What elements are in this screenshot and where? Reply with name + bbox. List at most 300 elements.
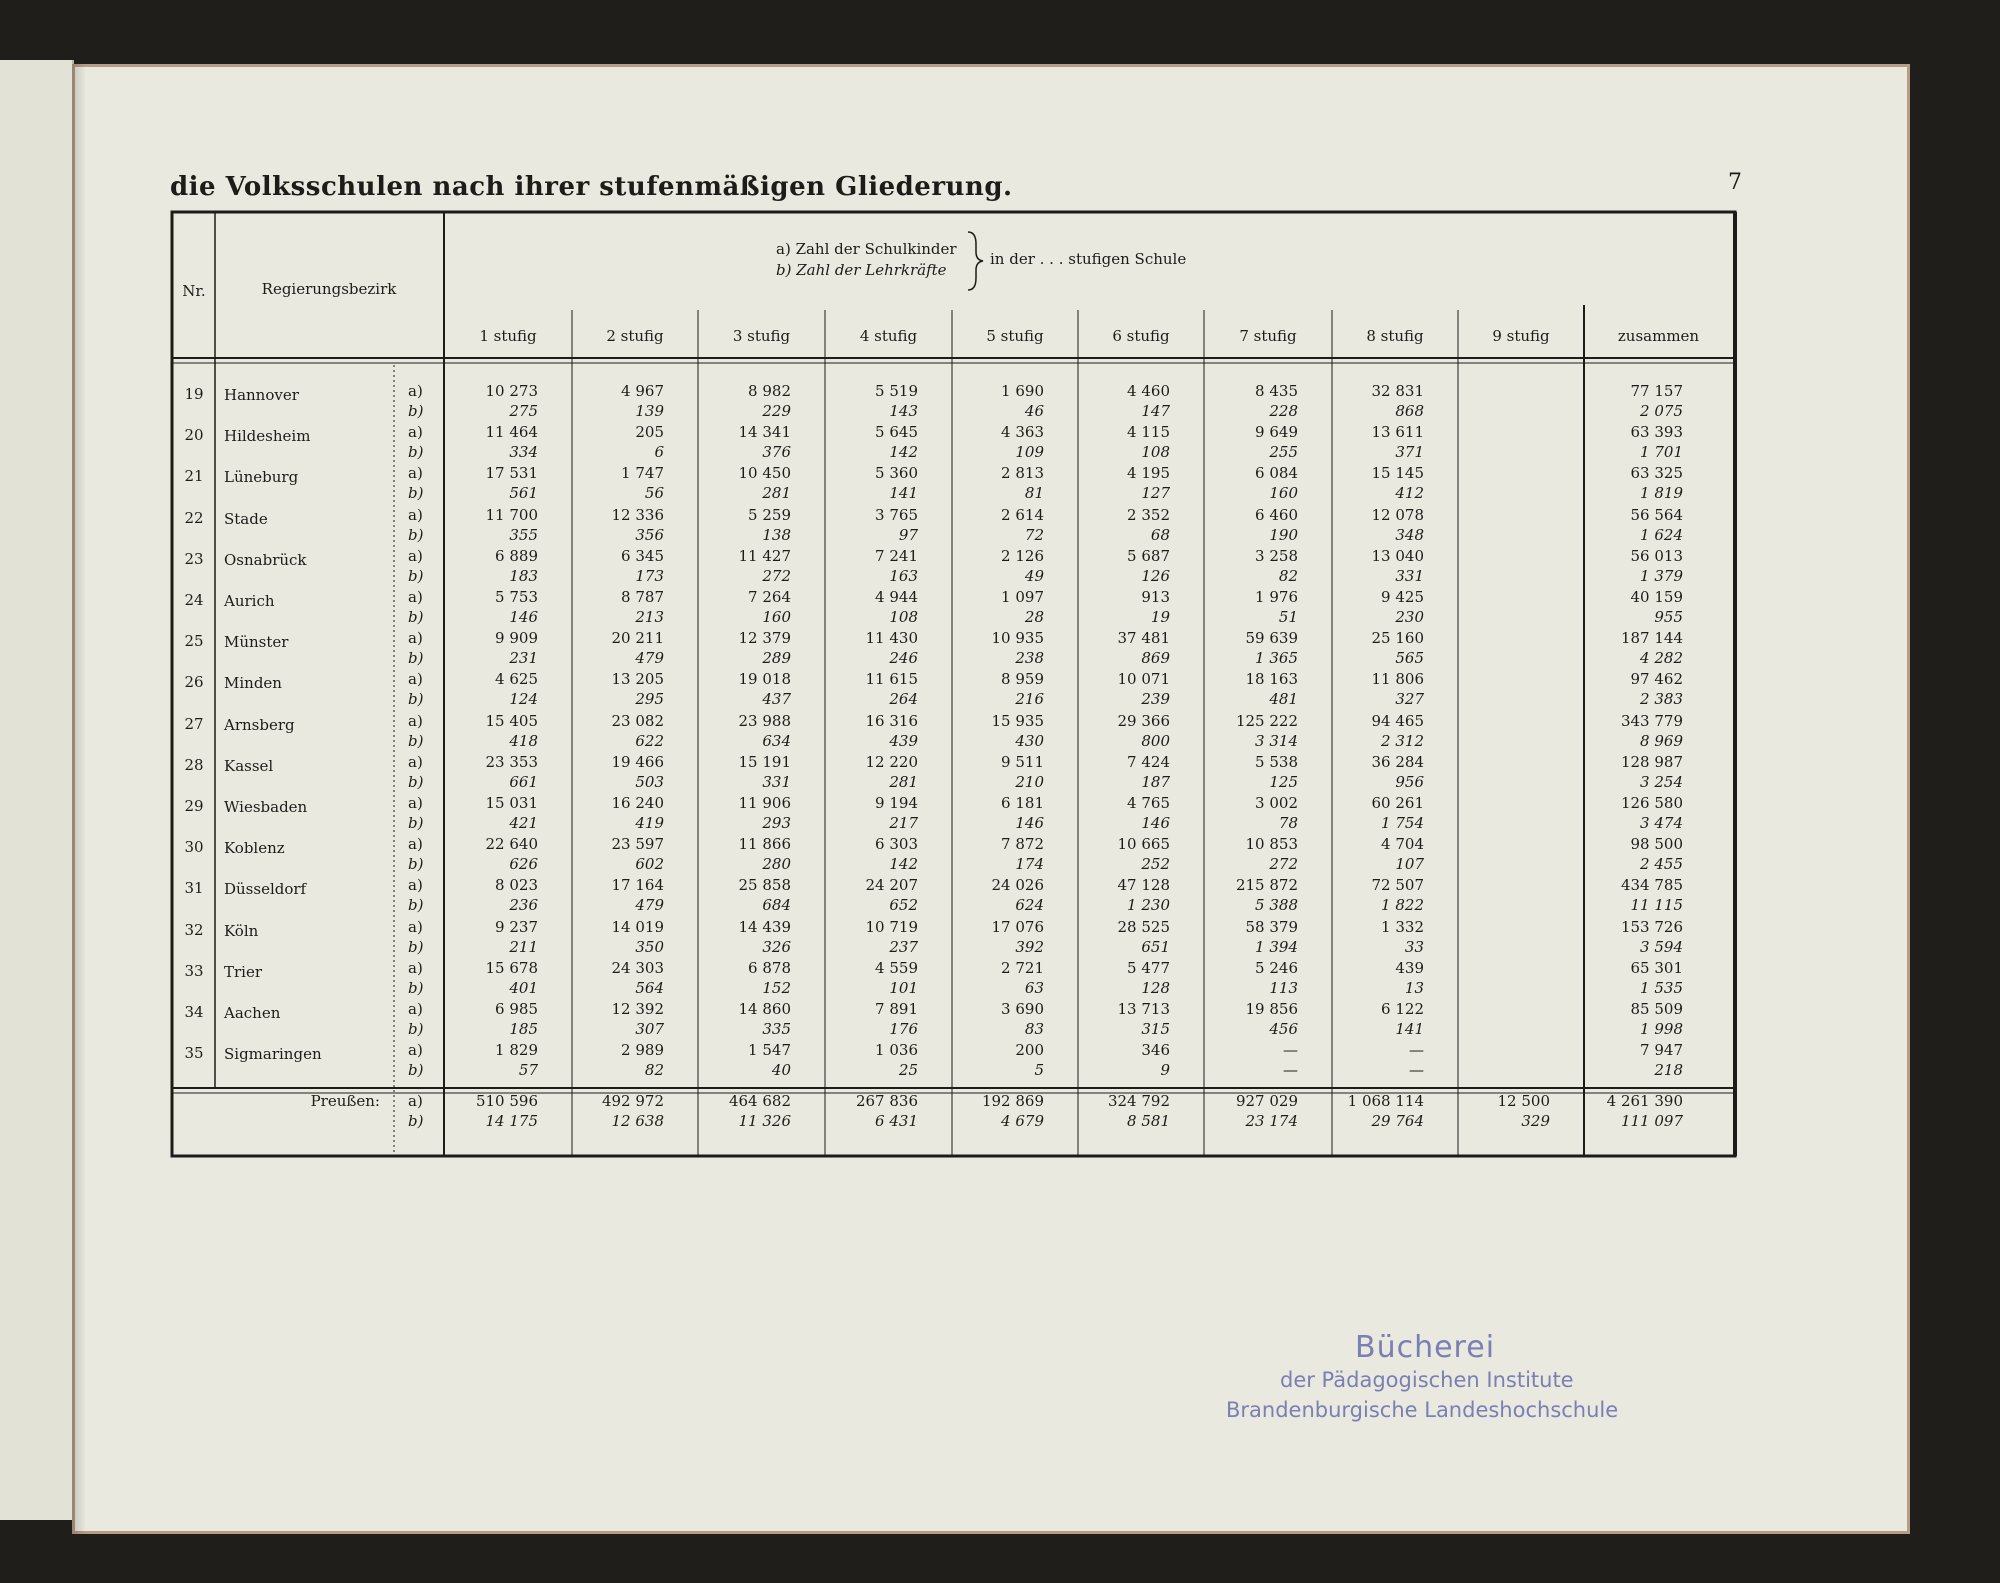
row-label-a: a)	[408, 794, 423, 812]
cell-teachers: 1 379	[1640, 566, 1683, 585]
cell-teachers: 355	[509, 525, 538, 544]
district-name: Sigmaringen	[224, 1045, 322, 1064]
cell-teachers: 252	[1141, 855, 1170, 874]
row-label-a: a)	[408, 1041, 423, 1060]
cell-pupils: 6 345	[621, 546, 664, 565]
cell-teachers: 293	[762, 814, 791, 832]
cell-pupils: 125 222	[1235, 711, 1298, 730]
cell-pupils: 23 353	[485, 752, 538, 771]
cell-pupils: 28 525	[1117, 917, 1170, 936]
cell-teachers: 356	[635, 525, 664, 544]
cell-pupils: 4 765	[1127, 794, 1170, 812]
cell-teachers: 176	[889, 1020, 918, 1038]
row-label-a: a)	[408, 876, 423, 895]
cell-teachers: 956	[1395, 772, 1424, 791]
header-legend-suffix: in der . . . stufigen Schule	[990, 250, 1187, 268]
cell-teachers: 237	[889, 937, 918, 956]
cell-pupils: 11 806	[1371, 670, 1424, 689]
cell-pupils: 36 284	[1371, 752, 1424, 771]
cell-teachers: 160	[1269, 484, 1298, 503]
cell-pupils: 5 259	[748, 505, 791, 524]
district-name: Düsseldorf	[224, 880, 307, 899]
row-label-b: b)	[408, 484, 424, 503]
cell-pupils: 10 450	[738, 464, 791, 483]
cell-pupils: 56 013	[1630, 546, 1683, 565]
total-teachers: 14 175	[485, 1112, 538, 1130]
cell-teachers: 228	[1269, 402, 1298, 420]
cell-teachers: 281	[762, 484, 791, 503]
cell-pupils: 25 858	[738, 876, 791, 895]
cell-pupils: 913	[1141, 588, 1170, 606]
row-label-b: b)	[408, 731, 424, 750]
page-title: die Volksschulen nach ihrer stufenmäßigen Gliederung.	[170, 172, 1013, 202]
row-label-a: a)	[408, 711, 423, 730]
cell-pupils: 1 747	[621, 464, 664, 483]
cell-teachers: 216	[1015, 690, 1044, 709]
cell-teachers: 46	[1024, 402, 1044, 420]
cell-pupils: 6 084	[1255, 464, 1298, 483]
cell-pupils: 63 393	[1630, 423, 1683, 442]
total-pupils: 492 972	[601, 1092, 664, 1110]
cell-pupils: —	[1409, 1041, 1424, 1060]
cell-pupils: 8 435	[1255, 382, 1298, 400]
cell-pupils: 9 909	[495, 629, 538, 648]
cell-teachers: 1 365	[1255, 649, 1298, 668]
cell-teachers: 19	[1150, 608, 1170, 626]
cell-pupils: 97 462	[1630, 670, 1683, 689]
cell-pupils: 25 160	[1371, 629, 1424, 648]
cell-teachers: 3 474	[1640, 814, 1683, 832]
row-label-a: a)	[408, 546, 423, 565]
cell-teachers: 624	[1015, 896, 1044, 915]
row-label-b: b)	[408, 937, 424, 956]
district-name: Hannover	[224, 386, 299, 404]
cell-teachers: 275	[509, 402, 538, 420]
total-pupils: 927 029	[1235, 1092, 1298, 1110]
row-label-a: a)	[408, 670, 423, 689]
cell-pupils: 7 241	[875, 546, 918, 565]
total-teachers: 329	[1521, 1112, 1550, 1130]
cell-teachers: 231	[509, 649, 538, 668]
cell-pupils: 4 944	[875, 588, 918, 606]
total-pupils: 1 068 114	[1347, 1092, 1424, 1110]
row-label-b: b)	[408, 1061, 424, 1080]
cell-teachers: 307	[635, 1020, 664, 1038]
district-name: Kassel	[224, 756, 274, 775]
row-label-b: b)	[408, 443, 424, 462]
cell-pupils: 6 878	[748, 958, 791, 977]
cell-pupils: 11 427	[738, 546, 791, 565]
cell-teachers: 101	[889, 978, 918, 997]
cell-pupils: 4 363	[1001, 423, 1044, 442]
cell-teachers: 348	[1395, 525, 1424, 544]
cell-teachers: 83	[1024, 1020, 1044, 1038]
cell-teachers: 190	[1269, 525, 1298, 544]
total-teachers: 12 638	[611, 1112, 664, 1130]
cell-pupils: 24 026	[991, 876, 1044, 895]
cell-teachers: 82	[644, 1061, 664, 1080]
cell-teachers: 331	[1395, 566, 1424, 585]
cell-pupils: 5 519	[875, 382, 918, 400]
row-label-a: a)	[408, 629, 423, 648]
cell-pupils: 72 507	[1371, 876, 1424, 895]
cell-teachers: 9	[1160, 1061, 1170, 1080]
cell-teachers: 146	[1015, 814, 1044, 832]
cell-teachers: 1 998	[1640, 1020, 1683, 1038]
cell-pupils: 1 829	[495, 1041, 538, 1060]
cell-teachers: 13	[1404, 978, 1424, 997]
cell-teachers: 392	[1015, 937, 1044, 956]
cell-teachers: 335	[762, 1020, 791, 1038]
cell-pupils: 22 640	[485, 835, 538, 854]
cell-pupils: 13 040	[1371, 546, 1424, 565]
column-header: 2 stufig	[606, 327, 664, 345]
cell-teachers: 1 230	[1127, 896, 1170, 915]
cell-pupils: 153 726	[1620, 917, 1683, 936]
cell-pupils: 6 303	[875, 835, 918, 854]
district-name: Arnsberg	[224, 715, 295, 734]
cell-pupils: 16 316	[865, 711, 918, 730]
cell-pupils: 4 195	[1127, 464, 1170, 483]
cell-pupils: 59 639	[1245, 629, 1298, 648]
row-label-a: a)	[408, 917, 423, 936]
cell-pupils: 14 341	[738, 423, 791, 442]
cell-teachers: 107	[1395, 855, 1424, 874]
cell-teachers: 8 969	[1640, 731, 1683, 750]
cell-teachers: 160	[762, 608, 791, 626]
page-number: 7	[1728, 170, 1742, 195]
cell-pupils: —	[1283, 1041, 1298, 1060]
cell-pupils: 10 853	[1245, 835, 1298, 854]
total-pupils: 464 682	[728, 1092, 791, 1110]
cell-teachers: 955	[1654, 608, 1683, 626]
district-name: Aachen	[224, 1004, 281, 1022]
cell-teachers: 25	[898, 1061, 918, 1080]
total-teachers: 111 097	[1620, 1112, 1683, 1130]
cell-teachers: 331	[762, 772, 791, 791]
cell-pupils: 2 989	[621, 1041, 664, 1060]
cell-pupils: 5 687	[1127, 546, 1170, 565]
cell-pupils: 13 611	[1371, 423, 1424, 442]
cell-teachers: 419	[635, 814, 664, 832]
cell-teachers: 869	[1141, 649, 1170, 668]
column-header: 9 stufig	[1492, 327, 1550, 345]
cell-teachers: 868	[1395, 402, 1424, 420]
row-number: 21	[184, 467, 204, 486]
cell-teachers: 108	[1141, 443, 1170, 462]
cell-pupils: 12 379	[738, 629, 791, 648]
cell-teachers: 565	[1395, 649, 1424, 668]
cell-teachers: 6	[654, 443, 664, 462]
row-number: 20	[184, 426, 204, 445]
row-number: 33	[184, 961, 204, 980]
cell-pupils: 9 425	[1381, 588, 1424, 606]
stamp-line1: Bücherei	[1355, 1330, 1496, 1365]
cell-teachers: 40	[771, 1061, 791, 1080]
cell-teachers: 109	[1015, 443, 1044, 462]
row-number: 32	[184, 920, 204, 939]
cell-pupils: 14 019	[611, 917, 664, 936]
cell-pupils: 2 813	[1001, 464, 1044, 483]
cell-pupils: 15 145	[1371, 464, 1424, 483]
district-name: Minden	[224, 674, 282, 693]
cell-pupils: 9 511	[1001, 752, 1044, 771]
cell-teachers: 143	[889, 402, 918, 420]
column-header: 6 stufig	[1112, 327, 1170, 345]
cell-pupils: 11 906	[738, 794, 791, 812]
cell-teachers: 327	[1395, 690, 1424, 709]
cell-pupils: 2 126	[1001, 546, 1044, 565]
cell-pupils: 5 753	[495, 588, 538, 606]
cell-teachers: 651	[1141, 937, 1170, 956]
cell-teachers: 1 754	[1381, 814, 1424, 832]
row-number: 19	[184, 385, 204, 403]
cell-pupils: 1 976	[1255, 588, 1298, 606]
row-label-a: a)	[408, 382, 423, 400]
cell-pupils: 2 721	[1001, 958, 1044, 977]
cell-teachers: 481	[1269, 690, 1298, 709]
cell-pupils: 63 325	[1630, 464, 1683, 483]
cell-pupils: 9 194	[875, 794, 918, 812]
cell-teachers: 146	[509, 608, 538, 626]
cell-pupils: 346	[1141, 1041, 1170, 1060]
row-number: 25	[184, 632, 204, 651]
cell-pupils: 10 273	[485, 382, 538, 400]
row-label-a: a)	[408, 752, 423, 771]
cell-teachers: 479	[635, 649, 664, 668]
cell-pupils: 18 163	[1245, 670, 1298, 689]
row-number: 29	[184, 797, 204, 815]
cell-teachers: 3 314	[1255, 731, 1298, 750]
cell-pupils: 15 405	[485, 711, 538, 730]
cell-teachers: 684	[762, 896, 791, 915]
cell-teachers: 218	[1654, 1061, 1683, 1080]
cell-teachers: 634	[762, 731, 791, 750]
cell-teachers: 430	[1015, 731, 1044, 750]
cell-pupils: 7 424	[1127, 752, 1170, 771]
cell-pupils: 1 690	[1001, 382, 1044, 400]
cell-teachers: 4 282	[1640, 649, 1683, 668]
cell-teachers: 126	[1141, 566, 1170, 585]
header-district: Regierungsbezirk	[261, 280, 397, 298]
row-label-b: b)	[408, 772, 424, 791]
cell-pupils: 19 856	[1245, 1000, 1298, 1018]
cell-pupils: 1 036	[875, 1041, 918, 1060]
cell-pupils: 10 071	[1117, 670, 1170, 689]
cell-pupils: 29 366	[1117, 711, 1170, 730]
cell-teachers: 1 535	[1640, 978, 1683, 997]
cell-pupils: 9 649	[1255, 423, 1298, 442]
cell-pupils: 12 078	[1371, 505, 1424, 524]
cell-teachers: 173	[635, 566, 664, 585]
cell-teachers: 371	[1395, 443, 1424, 462]
cell-teachers: 1 819	[1640, 484, 1683, 503]
column-header: 3 stufig	[732, 327, 791, 345]
total-pupils: 267 836	[855, 1092, 918, 1110]
cell-teachers: 78	[1278, 814, 1298, 832]
cell-pupils: 14 860	[738, 1000, 791, 1018]
cell-teachers: 68	[1150, 525, 1170, 544]
total-teachers: 4 679	[1001, 1112, 1044, 1130]
cell-pupils: 3 690	[1001, 1000, 1044, 1018]
column-header: 7 stufig	[1239, 327, 1297, 345]
cell-pupils: 17 164	[611, 876, 664, 895]
cell-teachers: 479	[635, 896, 664, 915]
cell-teachers: 141	[889, 484, 918, 503]
cell-teachers: 418	[509, 731, 538, 750]
cell-teachers: 146	[1141, 814, 1170, 832]
cell-teachers: 412	[1395, 484, 1424, 503]
cell-teachers: 661	[509, 772, 538, 791]
row-number: 34	[184, 1003, 204, 1021]
row-label-b: b)	[408, 608, 424, 626]
cell-pupils: 1 332	[1381, 917, 1424, 936]
cell-teachers: 503	[635, 772, 664, 791]
row-number: 26	[184, 673, 204, 692]
cell-pupils: 7 947	[1640, 1041, 1683, 1060]
cell-pupils: 3 002	[1255, 794, 1298, 812]
cell-teachers: 439	[889, 731, 918, 750]
row-label-a: a)	[408, 958, 423, 977]
cell-pupils: 58 379	[1245, 917, 1298, 936]
district-name: Aurich	[224, 592, 275, 610]
column-header: zusammen	[1617, 327, 1700, 345]
cell-teachers: 255	[1269, 443, 1298, 462]
cell-teachers: 163	[889, 566, 918, 585]
cell-teachers: 63	[1024, 978, 1044, 997]
cell-teachers: 138	[762, 525, 791, 544]
cell-pupils: 5 246	[1255, 958, 1298, 977]
cell-teachers: 33	[1404, 937, 1424, 956]
cell-pupils: 85 509	[1630, 1000, 1683, 1018]
cell-teachers: 125	[1269, 772, 1298, 791]
total-pupils: 192 869	[981, 1092, 1044, 1110]
cell-pupils: 5 477	[1127, 958, 1170, 977]
district-name: Koblenz	[224, 839, 285, 858]
total-teachers: 29 764	[1371, 1112, 1424, 1130]
cell-teachers: 1 624	[1640, 525, 1683, 544]
cell-pupils: 12 392	[611, 1000, 664, 1018]
cell-pupils: 19 466	[611, 752, 664, 771]
cell-teachers: 295	[635, 690, 664, 709]
cell-pupils: 128 987	[1620, 752, 1683, 771]
cell-teachers: 3 254	[1640, 772, 1683, 791]
cell-pupils: 10 935	[991, 629, 1044, 648]
cell-teachers: 229	[762, 402, 791, 420]
cell-pupils: 205	[635, 423, 664, 442]
spine-shadow	[72, 64, 86, 1534]
cell-pupils: 11 866	[738, 835, 791, 854]
row-number: 35	[184, 1044, 204, 1063]
cell-teachers: 2 075	[1640, 402, 1683, 420]
cell-pupils: 15 191	[738, 752, 791, 771]
cell-pupils: 23 597	[611, 835, 664, 854]
cell-teachers: 51	[1278, 608, 1298, 626]
total-label: Preußen:	[310, 1092, 380, 1110]
cell-teachers: 2 312	[1381, 731, 1424, 750]
cell-teachers: 217	[889, 814, 918, 832]
cell-teachers: 213	[635, 608, 664, 626]
cell-pupils: 56 564	[1630, 505, 1683, 524]
cell-teachers: 56	[644, 484, 664, 503]
total-teachers: 6 431	[875, 1112, 918, 1130]
cell-pupils: 7 264	[748, 588, 791, 606]
cell-teachers: 142	[889, 855, 918, 874]
row-number: 28	[184, 755, 204, 774]
cell-pupils: 4 559	[875, 958, 918, 977]
cell-teachers: 211	[509, 937, 538, 956]
cell-pupils: 23 988	[738, 711, 791, 730]
row-label-a: a)	[408, 423, 423, 442]
cell-teachers: 1 394	[1255, 937, 1298, 956]
row-label-a: a)	[408, 588, 423, 606]
district-name: Osnabrück	[224, 550, 307, 569]
cell-pupils: 98 500	[1630, 835, 1683, 854]
cell-pupils: 8 023	[495, 876, 538, 895]
cell-pupils: 9 237	[495, 917, 538, 936]
cell-teachers: 1 701	[1640, 443, 1683, 462]
row-label-b: b)	[408, 525, 424, 544]
cell-pupils: 94 465	[1371, 711, 1424, 730]
cell-pupils: 12 336	[611, 505, 664, 524]
cell-pupils: 17 076	[991, 917, 1044, 936]
cell-teachers: 1 822	[1381, 896, 1424, 915]
cell-teachers: 28	[1024, 608, 1044, 626]
cell-pupils: 40 159	[1630, 588, 1683, 606]
cell-pupils: 6 985	[495, 1000, 538, 1018]
cell-teachers: 800	[1141, 731, 1170, 750]
cell-pupils: 439	[1395, 958, 1424, 977]
cell-teachers: 210	[1015, 772, 1044, 791]
cell-teachers: 152	[762, 978, 791, 997]
cell-teachers: 350	[635, 937, 664, 956]
cell-teachers: 280	[762, 855, 791, 874]
cell-pupils: 10 719	[865, 917, 918, 936]
cell-teachers: 239	[1141, 690, 1170, 709]
cell-pupils: 4 967	[621, 382, 664, 400]
cell-pupils: 3 765	[875, 505, 918, 524]
cell-pupils: 37 481	[1117, 629, 1170, 648]
cell-teachers: 281	[889, 772, 918, 791]
cell-pupils: 77 157	[1630, 382, 1683, 400]
row-label-b: b)	[408, 402, 424, 420]
cell-teachers: 82	[1278, 566, 1298, 585]
cell-pupils: 17 531	[485, 464, 538, 483]
cell-pupils: 8 787	[621, 588, 664, 606]
cell-teachers: 185	[509, 1020, 538, 1038]
cell-pupils: 4 460	[1127, 382, 1170, 400]
cell-teachers: 187	[1141, 772, 1170, 791]
row-label-b: b)	[408, 855, 424, 874]
row-number: 27	[184, 714, 204, 733]
cell-teachers: 272	[1269, 855, 1298, 874]
column-header: 5 stufig	[986, 327, 1044, 345]
cell-teachers: 97	[898, 525, 918, 544]
cell-pupils: 23 082	[611, 711, 664, 730]
row-label-b: b)	[408, 814, 424, 832]
total-pupils: 510 596	[475, 1092, 538, 1110]
cell-teachers: —	[1409, 1061, 1424, 1080]
total-teachers: 8 581	[1127, 1112, 1170, 1130]
cell-pupils: 12 220	[865, 752, 918, 771]
cell-pupils: 1 097	[1001, 588, 1044, 606]
cell-teachers: 264	[889, 690, 918, 709]
cell-teachers: 652	[889, 896, 918, 915]
cell-pupils: 24 207	[865, 876, 918, 895]
cell-pupils: 11 464	[485, 423, 538, 442]
cell-teachers: 5 388	[1255, 896, 1298, 915]
row-number: 31	[184, 879, 204, 898]
